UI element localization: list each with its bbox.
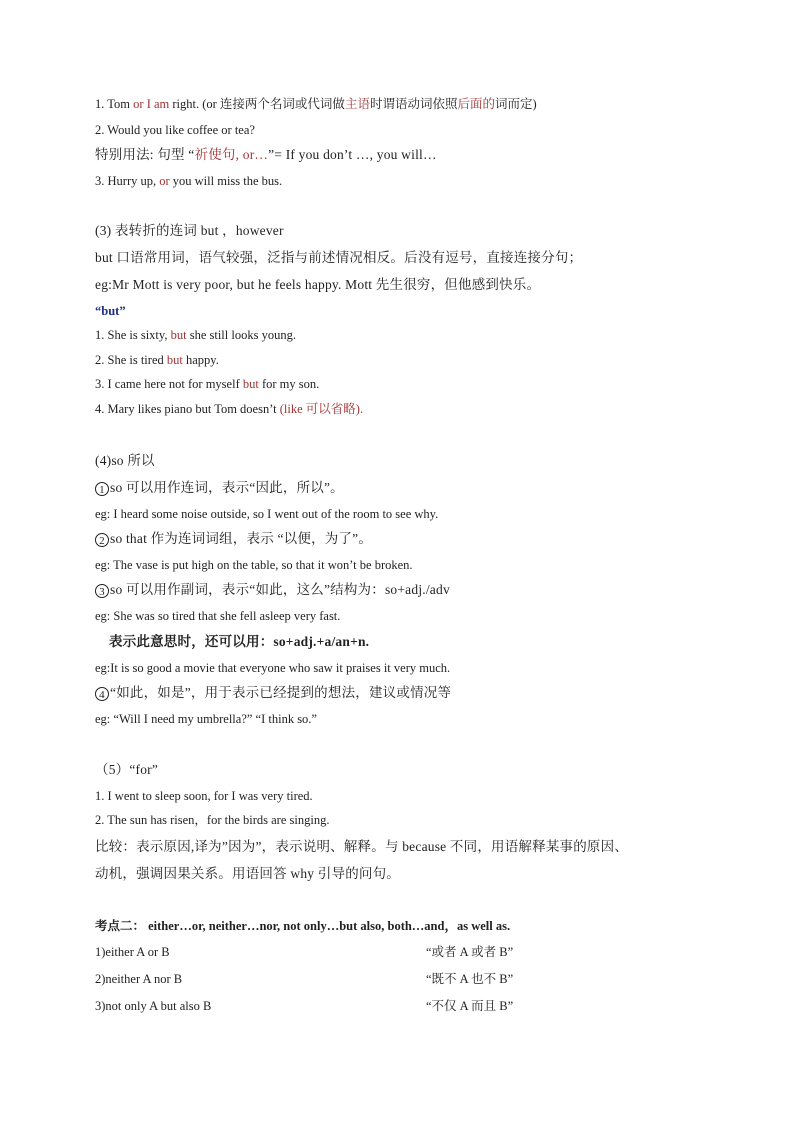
item-right: “不仅 A 而且 B” (426, 999, 514, 1013)
item-left: 2)neither A nor B (95, 972, 183, 986)
text: 特别用法: 句型 “ (95, 147, 195, 162)
highlight-but: but (242, 377, 259, 391)
text: right. (or 连接两个名词或代词做 (169, 97, 345, 111)
point-2-item (95, 998, 715, 1014)
highlight-omission: (like 可以省略). (279, 402, 364, 416)
item-right: “既不 A 也不 B” (426, 972, 514, 986)
so-point-3-eg: eg: She was so tired that she fell asleep very fast. (95, 609, 341, 623)
for-heading: （5）“for” (95, 762, 159, 777)
highlight-but: but (170, 328, 187, 342)
point-2-heading: 考点二： either…or, neither…nor, not only…but also, both…and，as well as. (95, 919, 511, 933)
so-point-2-eg: eg: The vase is put high on the table, so that it won’t be broken. (95, 558, 413, 572)
so-point-1-eg: eg: I heard some noise outside, so I went out of the room to see why. (95, 507, 439, 521)
text: ”= If you don’t …, you will… (268, 147, 437, 162)
but-example-3 (95, 376, 319, 392)
text: 时谓语动词依照 (369, 97, 458, 111)
point-2-item (95, 971, 715, 987)
text: 1. She is sixty, (95, 328, 171, 342)
so-point-1 (95, 480, 344, 496)
text: you will miss the bus. (169, 174, 283, 188)
text: 词而定) (494, 97, 537, 111)
but-description: but 口语常用词，语气较强，泛指与前述情况相反。后没有逗号，直接连接分句； (95, 250, 583, 265)
text: for my son. (258, 377, 320, 391)
for-example-2: 2. The sun has risen，for the birds are singing. (95, 813, 330, 827)
so-point-2 (95, 531, 372, 547)
highlight-i-am: I am (146, 97, 170, 111)
text: “如此，如是”，用于表示已经提到的想法，建议或情况等 (110, 685, 452, 700)
highlight-imperative: 祈使句, or… (194, 147, 269, 162)
or-example-1 (95, 96, 537, 112)
text: so that 作为连词词组，表示 “以便，为了”。 (110, 531, 373, 546)
but-eg: eg:Mr Mott is very poor, but he feels happy. Mott 先生很穷，但他感到快乐。 (95, 277, 541, 292)
text: 4. Mary likes piano but Tom doesn’t (95, 402, 280, 416)
highlight-or: or (159, 174, 170, 188)
so-point-4 (95, 685, 451, 701)
item-left: 1)either A or B (95, 945, 170, 959)
text: 1. Tom (95, 97, 134, 111)
text: 3. I came here not for myself (95, 377, 243, 391)
for-compare-line-2: 动机，强调因果关系。用语回答 why 引导的问句。 (95, 866, 400, 881)
but-example-2 (95, 352, 219, 368)
or-example-3 (95, 173, 282, 189)
highlight-but: but (166, 353, 183, 367)
highlight-subject: 主语 (344, 97, 370, 111)
text: so 可以用作连词，表示“因此，所以”。 (110, 480, 344, 495)
or-special-usage (95, 147, 437, 163)
text: 2. She is tired (95, 353, 167, 367)
point-2-item (95, 944, 715, 960)
text: happy. (182, 353, 219, 367)
so-point-3 (95, 582, 450, 598)
circled-number: 3 (95, 584, 109, 598)
text: so 可以用作副词，表示“如此，这么”结构为：so+adj./adv (110, 582, 450, 597)
for-compare-line-1: 比较：表示原因,译为”因为”，表示说明、解释。与 because 不同，用语解释某事的原因、 (95, 839, 629, 854)
so-point-3-eg-2: eg:It is so good a movie that everyone who saw it praises it very much. (95, 661, 451, 675)
highlight-or: or (133, 97, 144, 111)
but-label: “but” (95, 304, 126, 318)
but-example-4 (95, 401, 363, 417)
or-example-2: 2. Would you like coffee or tea? (95, 123, 255, 137)
circled-number: 4 (95, 687, 109, 701)
so-point-4-eg: eg: “Will I need my umbrella?” “I think so.” (95, 712, 317, 726)
circled-number: 1 (95, 482, 109, 496)
item-left: 3)not only A but also B (95, 999, 212, 1013)
highlight-after: 后面的 (457, 97, 495, 111)
circled-number: 2 (95, 533, 109, 547)
but-example-1 (95, 327, 296, 343)
so-point-3-note: 表示此意思时，还可以用：so+adj.+a/an+n. (109, 634, 370, 649)
text: she still looks young. (186, 328, 296, 342)
text: 3. Hurry up, (95, 174, 160, 188)
but-heading: (3) 表转折的连词 but ，however (95, 223, 284, 238)
item-right: “或者 A 或者 B” (426, 945, 514, 959)
so-heading: (4)so 所以 (95, 453, 155, 468)
for-example-1: 1. I went to sleep soon, for I was very tired. (95, 789, 313, 803)
